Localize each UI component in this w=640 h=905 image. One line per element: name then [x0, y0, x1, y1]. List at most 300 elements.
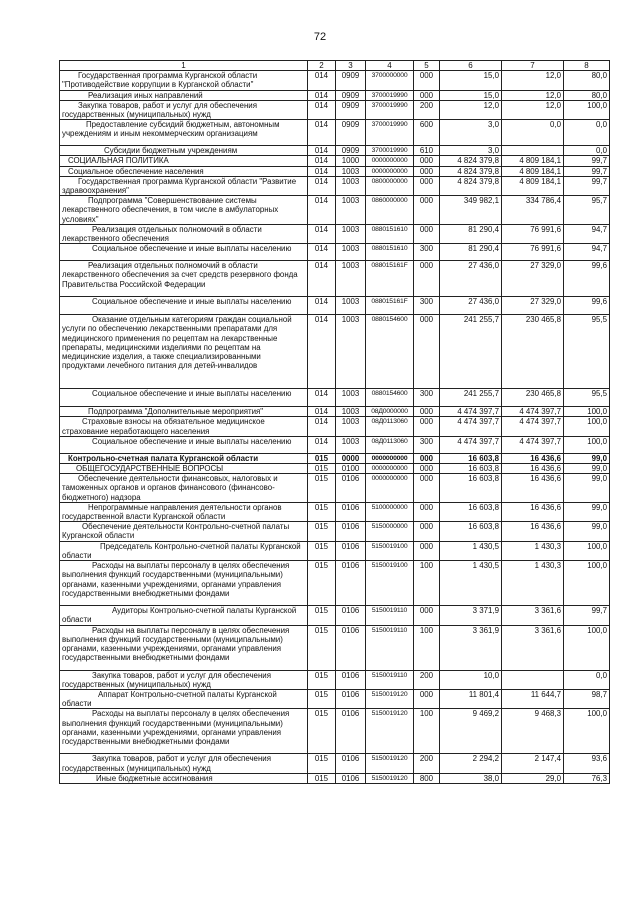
row-actual — [502, 146, 564, 156]
page-number: 72 — [313, 31, 327, 43]
table-row — [60, 464, 610, 474]
row-actual: 4 474 397,7 — [502, 417, 564, 436]
row-actual: 27 329,0 — [502, 297, 564, 315]
row-admin-code: 015 — [308, 754, 336, 773]
row-section-code: 1003 — [336, 196, 366, 225]
row-percent: 100,0 — [564, 541, 610, 560]
row-admin-code: 015 — [308, 464, 336, 474]
row-section-code: 0106 — [336, 670, 366, 689]
row-admin-code: 014 — [308, 407, 336, 417]
row-admin-code: 015 — [308, 773, 336, 783]
table-row — [60, 315, 610, 389]
row-admin-code: 015 — [308, 689, 336, 708]
header-cell: 2 — [308, 61, 336, 71]
row-percent: 100,0 — [564, 100, 610, 119]
row-section-code: 0106 — [336, 474, 366, 503]
row-name: Социальное обеспечение и иные выплаты населению — [60, 436, 308, 453]
row-admin-code: 014 — [308, 120, 336, 146]
row-target-code: 0880151610 — [366, 244, 414, 261]
row-percent: 99,7 — [564, 606, 610, 625]
row-plan: 4 474 397,7 — [440, 417, 502, 436]
row-name: Субсидии бюджетным учреждениям — [60, 146, 308, 156]
row-admin-code: 015 — [308, 606, 336, 625]
table-row — [60, 244, 610, 261]
row-name: Социальное обеспечение и иные выплаты населению — [60, 244, 308, 261]
row-plan: 15,0 — [440, 90, 502, 100]
row-percent: 76,3 — [564, 773, 610, 783]
table-row — [60, 90, 610, 100]
row-plan: 4 824 379,8 — [440, 156, 502, 166]
table-row — [60, 502, 610, 521]
row-section-code: 1003 — [336, 389, 366, 407]
row-plan: 11 801,4 — [440, 689, 502, 708]
row-expense-type: 000 — [414, 90, 440, 100]
row-target-code: 3700019990 — [366, 120, 414, 146]
row-expense-type: 610 — [414, 146, 440, 156]
row-plan: 81 290,4 — [440, 224, 502, 243]
row-actual: 3 361,6 — [502, 625, 564, 670]
row-target-code: 3700019990 — [366, 146, 414, 156]
row-expense-type: 000 — [414, 541, 440, 560]
row-admin-code: 014 — [308, 417, 336, 436]
row-section-code: 1003 — [336, 407, 366, 417]
table-row — [60, 561, 610, 606]
row-admin-code: 014 — [308, 100, 336, 119]
row-admin-code: 014 — [308, 315, 336, 389]
row-plan: 4 824 379,8 — [440, 176, 502, 195]
table-row — [60, 625, 610, 670]
table-row — [60, 176, 610, 195]
row-plan: 4 824 379,8 — [440, 166, 502, 176]
row-admin-code: 015 — [308, 625, 336, 670]
row-target-code: 08Д0113060 — [366, 436, 414, 453]
row-section-code: 1003 — [336, 436, 366, 453]
row-target-code: 0860000000 — [366, 196, 414, 225]
row-plan: 16 603,8 — [440, 464, 502, 474]
row-expense-type: 000 — [414, 453, 440, 463]
row-plan: 241 255,7 — [440, 389, 502, 407]
header-row — [60, 61, 610, 71]
row-expense-type: 000 — [414, 166, 440, 176]
row-percent: 0,0 — [564, 146, 610, 156]
table-row — [60, 453, 610, 463]
row-section-code: 0909 — [336, 100, 366, 119]
row-actual: 3 361,6 — [502, 606, 564, 625]
row-actual: 4 809 184,1 — [502, 156, 564, 166]
row-target-code: 5150019110 — [366, 625, 414, 670]
row-target-code: 088015161F — [366, 261, 414, 297]
row-name: Государственная программа Курганской области "Развитие здравоохранения" — [60, 176, 308, 195]
row-name: Закупка товаров, работ и услуг для обеспечения государственных (муниципальных) нужд — [60, 754, 308, 773]
row-expense-type: 000 — [414, 474, 440, 503]
row-name: Предоставление субсидий бюджетным, автономным учреждениям и иным некоммерческим организациям — [60, 120, 308, 146]
row-target-code: 5150019100 — [366, 541, 414, 560]
table-row — [60, 709, 610, 754]
row-admin-code: 014 — [308, 389, 336, 407]
row-plan: 349 982,1 — [440, 196, 502, 225]
row-name: СОЦИАЛЬНАЯ ПОЛИТИКА — [60, 156, 308, 166]
row-name: Закупка товаров, работ и услуг для обеспечения государственных (муниципальных) нужд — [60, 670, 308, 689]
row-admin-code: 014 — [308, 71, 336, 90]
table-row — [60, 389, 610, 407]
row-actual: 11 644,7 — [502, 689, 564, 708]
row-target-code: 5150019120 — [366, 709, 414, 754]
row-percent: 98,7 — [564, 689, 610, 708]
table-row — [60, 407, 610, 417]
row-section-code: 0106 — [336, 709, 366, 754]
row-percent: 100,0 — [564, 625, 610, 670]
row-admin-code: 014 — [308, 166, 336, 176]
table-row — [60, 297, 610, 315]
row-section-code: 1003 — [336, 417, 366, 436]
row-name: Председатель Контрольно-счетной палаты Курганской области — [60, 541, 308, 560]
row-expense-type: 000 — [414, 224, 440, 243]
row-name: Аудиторы Контрольно-счетной палаты Курганской области — [60, 606, 308, 625]
row-admin-code: 014 — [308, 90, 336, 100]
table-row — [60, 100, 610, 119]
row-admin-code: 014 — [308, 196, 336, 225]
row-actual: 12,0 — [502, 71, 564, 90]
row-target-code: 08Д0113060 — [366, 417, 414, 436]
row-percent: 93,6 — [564, 754, 610, 773]
row-expense-type: 100 — [414, 709, 440, 754]
table-row — [60, 156, 610, 166]
row-target-code: 0000000000 — [366, 474, 414, 503]
table-row — [60, 417, 610, 436]
row-expense-type: 100 — [414, 625, 440, 670]
row-percent: 80,0 — [564, 71, 610, 90]
row-percent: 99,0 — [564, 474, 610, 503]
row-plan: 16 603,8 — [440, 474, 502, 503]
row-section-code: 0106 — [336, 689, 366, 708]
row-percent: 95,7 — [564, 196, 610, 225]
header-cell: 4 — [366, 61, 414, 71]
row-section-code: 0106 — [336, 773, 366, 783]
row-expense-type: 300 — [414, 389, 440, 407]
row-plan: 15,0 — [440, 71, 502, 90]
row-expense-type: 600 — [414, 120, 440, 146]
row-target-code: 5150019110 — [366, 670, 414, 689]
row-section-code: 0909 — [336, 71, 366, 90]
row-actual: 230 465,8 — [502, 315, 564, 389]
row-percent: 94,7 — [564, 224, 610, 243]
header-cell: 3 — [336, 61, 366, 71]
header-cell: 5 — [414, 61, 440, 71]
row-percent: 100,0 — [564, 709, 610, 754]
row-name: Расходы на выплаты персоналу в целях обеспечения выполнения функций государственными (муниципальными) органами, казенными учреждениями, органами управления государственными внебюджетными фондами — [60, 561, 308, 606]
row-actual: 0,0 — [502, 120, 564, 146]
row-target-code: 0800000000 — [366, 176, 414, 195]
row-section-code: 1003 — [336, 176, 366, 195]
row-plan: 10,0 — [440, 670, 502, 689]
row-plan: 27 436,0 — [440, 261, 502, 297]
row-target-code: 0000000000 — [366, 464, 414, 474]
row-plan: 3,0 — [440, 120, 502, 146]
row-name: Контрольно-счетная палата Курганской области — [60, 453, 308, 463]
row-name: Государственная программа Курганской области "Противодействие коррупции в Курганской области" — [60, 71, 308, 90]
row-name: Социальное обеспечение и иные выплаты населению — [60, 297, 308, 315]
row-actual: 16 436,6 — [502, 474, 564, 503]
table-row — [60, 196, 610, 225]
row-actual: 4 809 184,1 — [502, 176, 564, 195]
row-admin-code: 014 — [308, 244, 336, 261]
row-percent: 99,0 — [564, 522, 610, 541]
row-expense-type: 000 — [414, 417, 440, 436]
row-section-code: 0909 — [336, 120, 366, 146]
row-name: Подпрограмма "Дополнительные мероприятия" — [60, 407, 308, 417]
row-percent: 0,0 — [564, 120, 610, 146]
table-row — [60, 120, 610, 146]
budget-table — [59, 60, 610, 784]
row-admin-code: 014 — [308, 146, 336, 156]
row-name: Оказание отдельным категориям граждан социальной услуги по обеспечению лекарственными препаратами для медицинского применения по рецептам на лекарственные препараты, медицинскими изделиями по рецептам на медицинские изделия, а также специализированными продуктами лечебного питания для детей-инвалидов — [60, 315, 308, 389]
row-percent: 100,0 — [564, 417, 610, 436]
row-name: Социальное обеспечение и иные выплаты населению — [60, 389, 308, 407]
row-target-code: 08Д0000000 — [366, 407, 414, 417]
row-expense-type: 100 — [414, 561, 440, 606]
table-row — [60, 436, 610, 453]
row-expense-type: 000 — [414, 196, 440, 225]
table-row — [60, 689, 610, 708]
table-row — [60, 670, 610, 689]
row-section-code: 0106 — [336, 754, 366, 773]
row-admin-code: 015 — [308, 522, 336, 541]
row-name: Страховые взносы на обязательное медицинское страхование неработающего населения — [60, 417, 308, 436]
row-actual: 76 991,6 — [502, 224, 564, 243]
row-section-code: 1003 — [336, 224, 366, 243]
table-row — [60, 261, 610, 297]
row-name: Реализация отдельных полномочий в области лекарственного обеспечения — [60, 224, 308, 243]
row-expense-type: 000 — [414, 407, 440, 417]
row-target-code: 088015161F — [366, 297, 414, 315]
row-name: Расходы на выплаты персоналу в целях обеспечения выполнения функций государственными (муниципальными) органами, казенными учреждениями, органами управления государственными внебюджетными фондами — [60, 709, 308, 754]
row-target-code: 5150019120 — [366, 689, 414, 708]
row-expense-type: 300 — [414, 436, 440, 453]
table-row — [60, 754, 610, 773]
row-target-code: 5150019120 — [366, 773, 414, 783]
row-percent: 99,7 — [564, 156, 610, 166]
row-expense-type: 300 — [414, 244, 440, 261]
row-name: Подпрограмма "Совершенствование системы лекарственного обеспечения, в том числе в амбулаторных условиях" — [60, 196, 308, 225]
row-section-code: 0106 — [336, 541, 366, 560]
row-actual: 1 430,3 — [502, 561, 564, 606]
row-percent: 100,0 — [564, 407, 610, 417]
row-admin-code: 014 — [308, 436, 336, 453]
row-plan: 12,0 — [440, 100, 502, 119]
row-expense-type: 200 — [414, 100, 440, 119]
row-expense-type: 000 — [414, 176, 440, 195]
row-target-code: 0000000000 — [366, 166, 414, 176]
row-section-code: 1003 — [336, 297, 366, 315]
row-plan: 3,0 — [440, 146, 502, 156]
row-admin-code: 015 — [308, 541, 336, 560]
row-plan: 1 430,5 — [440, 541, 502, 560]
table-row — [60, 224, 610, 243]
row-actual: 16 436,6 — [502, 522, 564, 541]
row-target-code: 5150019110 — [366, 606, 414, 625]
table-row — [60, 71, 610, 90]
row-admin-code: 015 — [308, 474, 336, 503]
row-expense-type: 000 — [414, 522, 440, 541]
row-name: Иные бюджетные ассигнования — [60, 773, 308, 783]
row-plan: 241 255,7 — [440, 315, 502, 389]
row-admin-code: 014 — [308, 297, 336, 315]
row-actual — [502, 670, 564, 689]
row-percent: 100,0 — [564, 561, 610, 606]
row-plan: 2 294,2 — [440, 754, 502, 773]
row-expense-type: 200 — [414, 754, 440, 773]
table-row — [60, 522, 610, 541]
row-admin-code: 015 — [308, 670, 336, 689]
row-target-code: 0880154600 — [366, 315, 414, 389]
row-admin-code: 015 — [308, 453, 336, 463]
row-admin-code: 014 — [308, 261, 336, 297]
row-actual: 2 147,4 — [502, 754, 564, 773]
row-percent: 99,0 — [564, 464, 610, 474]
row-name: Реализация отдельных полномочий в области лекарственного обеспечения за счет средств резервного фонда Правительства Российской Федерации — [60, 261, 308, 297]
row-plan: 3 361,9 — [440, 625, 502, 670]
row-plan: 16 603,8 — [440, 453, 502, 463]
row-percent: 94,7 — [564, 244, 610, 261]
row-section-code: 1000 — [336, 156, 366, 166]
table-row — [60, 541, 610, 560]
row-percent: 99,0 — [564, 453, 610, 463]
row-expense-type: 000 — [414, 689, 440, 708]
row-section-code: 0106 — [336, 502, 366, 521]
row-expense-type: 000 — [414, 156, 440, 166]
row-percent: 99,6 — [564, 261, 610, 297]
row-plan: 9 469,2 — [440, 709, 502, 754]
row-admin-code: 014 — [308, 156, 336, 166]
row-expense-type: 300 — [414, 297, 440, 315]
row-section-code: 0106 — [336, 606, 366, 625]
row-actual: 16 436,6 — [502, 502, 564, 521]
row-section-code: 1003 — [336, 244, 366, 261]
row-actual: 1 430,3 — [502, 541, 564, 560]
row-target-code: 3700000000 — [366, 71, 414, 90]
row-plan: 4 474 397,7 — [440, 436, 502, 453]
row-actual: 16 436,6 — [502, 453, 564, 463]
row-expense-type: 000 — [414, 315, 440, 389]
row-section-code: 0106 — [336, 561, 366, 606]
row-expense-type: 200 — [414, 670, 440, 689]
row-percent: 0,0 — [564, 670, 610, 689]
row-percent: 80,0 — [564, 90, 610, 100]
row-actual: 230 465,8 — [502, 389, 564, 407]
row-percent: 99,0 — [564, 502, 610, 521]
row-expense-type: 000 — [414, 261, 440, 297]
row-plan: 16 603,8 — [440, 502, 502, 521]
row-actual: 4 474 397,7 — [502, 407, 564, 417]
table-row — [60, 606, 610, 625]
row-actual: 9 468,3 — [502, 709, 564, 754]
row-name: Обеспечение деятельности Контрольно-счетной палаты Курганской области — [60, 522, 308, 541]
row-percent: 100,0 — [564, 436, 610, 453]
row-actual: 334 786,4 — [502, 196, 564, 225]
row-plan: 1 430,5 — [440, 561, 502, 606]
row-name: Расходы на выплаты персоналу в целях обеспечения выполнения функций государственными (муниципальными) органами, казенными учреждениями, органами управления государственными внебюджетными фондами — [60, 625, 308, 670]
table-row — [60, 166, 610, 176]
row-target-code: 3700019990 — [366, 90, 414, 100]
row-actual: 27 329,0 — [502, 261, 564, 297]
row-admin-code: 014 — [308, 176, 336, 195]
row-name: Социальное обеспечение населения — [60, 166, 308, 176]
row-admin-code: 014 — [308, 224, 336, 243]
row-name: Обеспечение деятельности финансовых, налоговых и таможенных органов и органов финансового (финансово-бюджетного) надзора — [60, 474, 308, 503]
row-section-code: 0100 — [336, 464, 366, 474]
row-actual: 12,0 — [502, 100, 564, 119]
row-expense-type: 000 — [414, 502, 440, 521]
row-section-code: 1003 — [336, 261, 366, 297]
row-section-code: 1003 — [336, 315, 366, 389]
row-section-code: 0106 — [336, 522, 366, 541]
row-expense-type: 000 — [414, 606, 440, 625]
row-actual: 76 991,6 — [502, 244, 564, 261]
row-target-code: 5100000000 — [366, 502, 414, 521]
row-plan: 27 436,0 — [440, 297, 502, 315]
row-admin-code: 015 — [308, 561, 336, 606]
row-section-code: 0909 — [336, 90, 366, 100]
row-target-code: 5150019120 — [366, 754, 414, 773]
row-target-code: 0000000000 — [366, 156, 414, 166]
row-expense-type: 800 — [414, 773, 440, 783]
row-percent: 99,7 — [564, 176, 610, 195]
header-cell: 7 — [502, 61, 564, 71]
row-admin-code: 015 — [308, 709, 336, 754]
row-target-code: 0880151610 — [366, 224, 414, 243]
row-expense-type: 000 — [414, 71, 440, 90]
row-admin-code: 015 — [308, 502, 336, 521]
row-target-code: 5150019100 — [366, 561, 414, 606]
header-cell: 6 — [440, 61, 502, 71]
row-plan: 3 371,9 — [440, 606, 502, 625]
row-actual: 29,0 — [502, 773, 564, 783]
row-percent: 95,5 — [564, 389, 610, 407]
header-cell: 8 — [564, 61, 610, 71]
row-plan: 4 474 397,7 — [440, 407, 502, 417]
row-actual: 16 436,6 — [502, 464, 564, 474]
row-percent: 99,7 — [564, 166, 610, 176]
row-target-code: 0880154600 — [366, 389, 414, 407]
row-target-code: 3700019990 — [366, 100, 414, 119]
row-section-code: 0000 — [336, 453, 366, 463]
row-name: Реализация иных направлений — [60, 90, 308, 100]
row-plan: 81 290,4 — [440, 244, 502, 261]
header-cell: 1 — [60, 61, 308, 71]
row-percent: 95,5 — [564, 315, 610, 389]
row-name: Закупка товаров, работ и услуг для обеспечения государственных (муниципальных) нужд — [60, 100, 308, 119]
row-actual: 4 474 397,7 — [502, 436, 564, 453]
row-plan: 16 603,8 — [440, 522, 502, 541]
row-actual: 12,0 — [502, 90, 564, 100]
row-plan: 38,0 — [440, 773, 502, 783]
row-expense-type: 000 — [414, 464, 440, 474]
row-target-code: 5150000000 — [366, 522, 414, 541]
table-row — [60, 146, 610, 156]
row-section-code: 0909 — [336, 146, 366, 156]
row-name: Аппарат Контрольно-счетной палаты Курганской области — [60, 689, 308, 708]
table-row — [60, 773, 610, 783]
table-body — [60, 71, 610, 784]
row-target-code: 0000000000 — [366, 453, 414, 463]
row-actual: 4 809 184,1 — [502, 166, 564, 176]
row-name: Непрограммные направления деятельности органов государственной власти Курганской области — [60, 502, 308, 521]
row-section-code: 1003 — [336, 166, 366, 176]
row-section-code: 0106 — [336, 625, 366, 670]
table-row — [60, 474, 610, 503]
row-percent: 99,6 — [564, 297, 610, 315]
row-name: ОБЩЕГОСУДАРСТВЕННЫЕ ВОПРОСЫ — [60, 464, 308, 474]
